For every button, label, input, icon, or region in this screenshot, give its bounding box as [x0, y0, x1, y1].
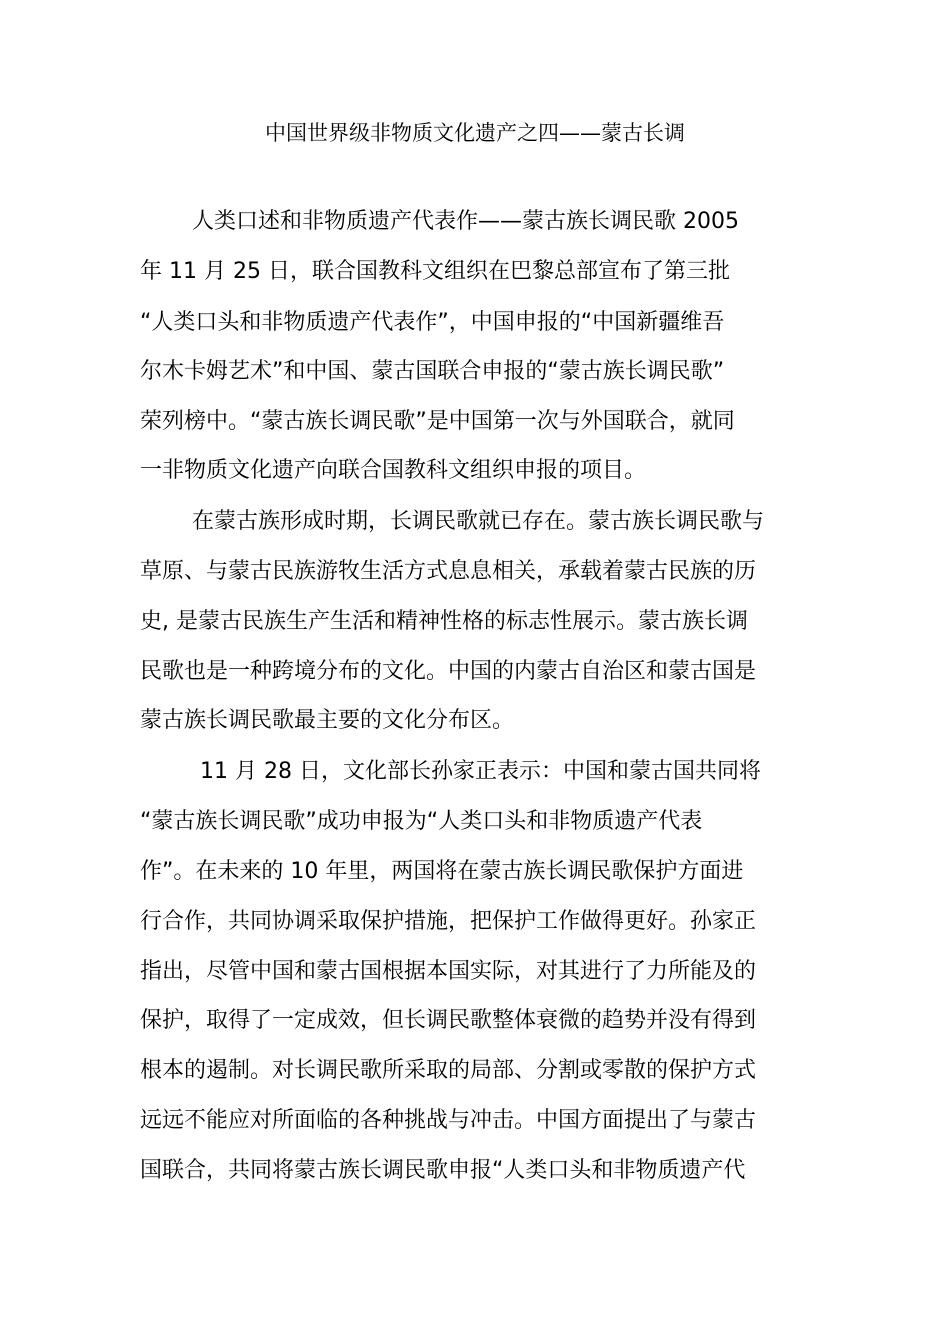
paragraph-1-line-6: 一非物质文化遗产向联合国教科文组织申报的项目。	[140, 458, 647, 483]
paragraph-3-line-7: 根本的遏制。对长调民歌所采取的局部、分割或零散的保护方式	[140, 1058, 757, 1083]
document-title: 中国世界级非物质文化遗产之四——蒙古长调	[265, 121, 685, 145]
paragraph-3-line-2: “蒙古族长调民歌”成功申报为“人类口头和非物质遗产代表	[140, 809, 703, 834]
paragraph-1-line-2: 年 11 月 25 日，联合国教科文组织在巴黎总部宣布了第三批	[140, 259, 730, 284]
paragraph-2-line-5: 蒙古族长调民歌最主要的文化分布区。	[140, 708, 515, 733]
paragraph-3-line-1: 11 月 28 日，文化部长孙家正表示：中国和蒙古国共同将	[200, 759, 761, 784]
paragraph-3-line-5: 指出，尽管中国和蒙古国根据本国实际，对其进行了力所能及的	[140, 959, 757, 984]
paragraph-3-line-9: 国联合，共同将蒙古族长调民歌申报“人类口头和非物质遗产代	[140, 1158, 746, 1183]
paragraph-1-line-1: 人类口述和非物质遗产代表作——蒙古族长调民歌 2005	[192, 209, 739, 234]
paragraph-1-line-4: 尔木卡姆艺术”和中国、蒙古国联合申报的“蒙古族长调民歌”	[140, 359, 725, 384]
paragraph-2-line-3: 史, 是蒙古民族生产生活和精神性格的标志性展示。蒙古族长调	[140, 609, 748, 634]
paragraph-1-line-5: 荣列榜中。“蒙古族长调民歌”是中国第一次与外国联合，就同	[140, 409, 735, 434]
paragraph-2-line-2: 草原、与蒙古民族游牧生活方式息息相关，承载着蒙古民族的历	[140, 559, 757, 584]
paragraph-3-line-8: 远远不能应对所面临的各种挑战与冲击。中国方面提出了与蒙古	[140, 1108, 757, 1133]
paragraph-3-line-6: 保护，取得了一定成效，但长调民歌整体衰微的趋势并没有得到	[140, 1008, 757, 1033]
paragraph-3-line-4: 行合作，共同协调采取保护措施，把保护工作做得更好。孙家正	[140, 909, 757, 934]
paragraph-2-line-1: 在蒙古族形成时期，长调民歌就已存在。蒙古族长调民歌与	[192, 509, 765, 534]
paragraph-1-line-3: “人类口头和非物质遗产代表作”，中国申报的“中国新疆维吾	[140, 310, 725, 335]
paragraph-2-line-4: 民歌也是一种跨境分布的文化。中国的内蒙古自治区和蒙古国是	[140, 659, 757, 684]
paragraph-3-line-3: 作”。在未来的 10 年里，两国将在蒙古族长调民歌保护方面进	[140, 859, 744, 884]
